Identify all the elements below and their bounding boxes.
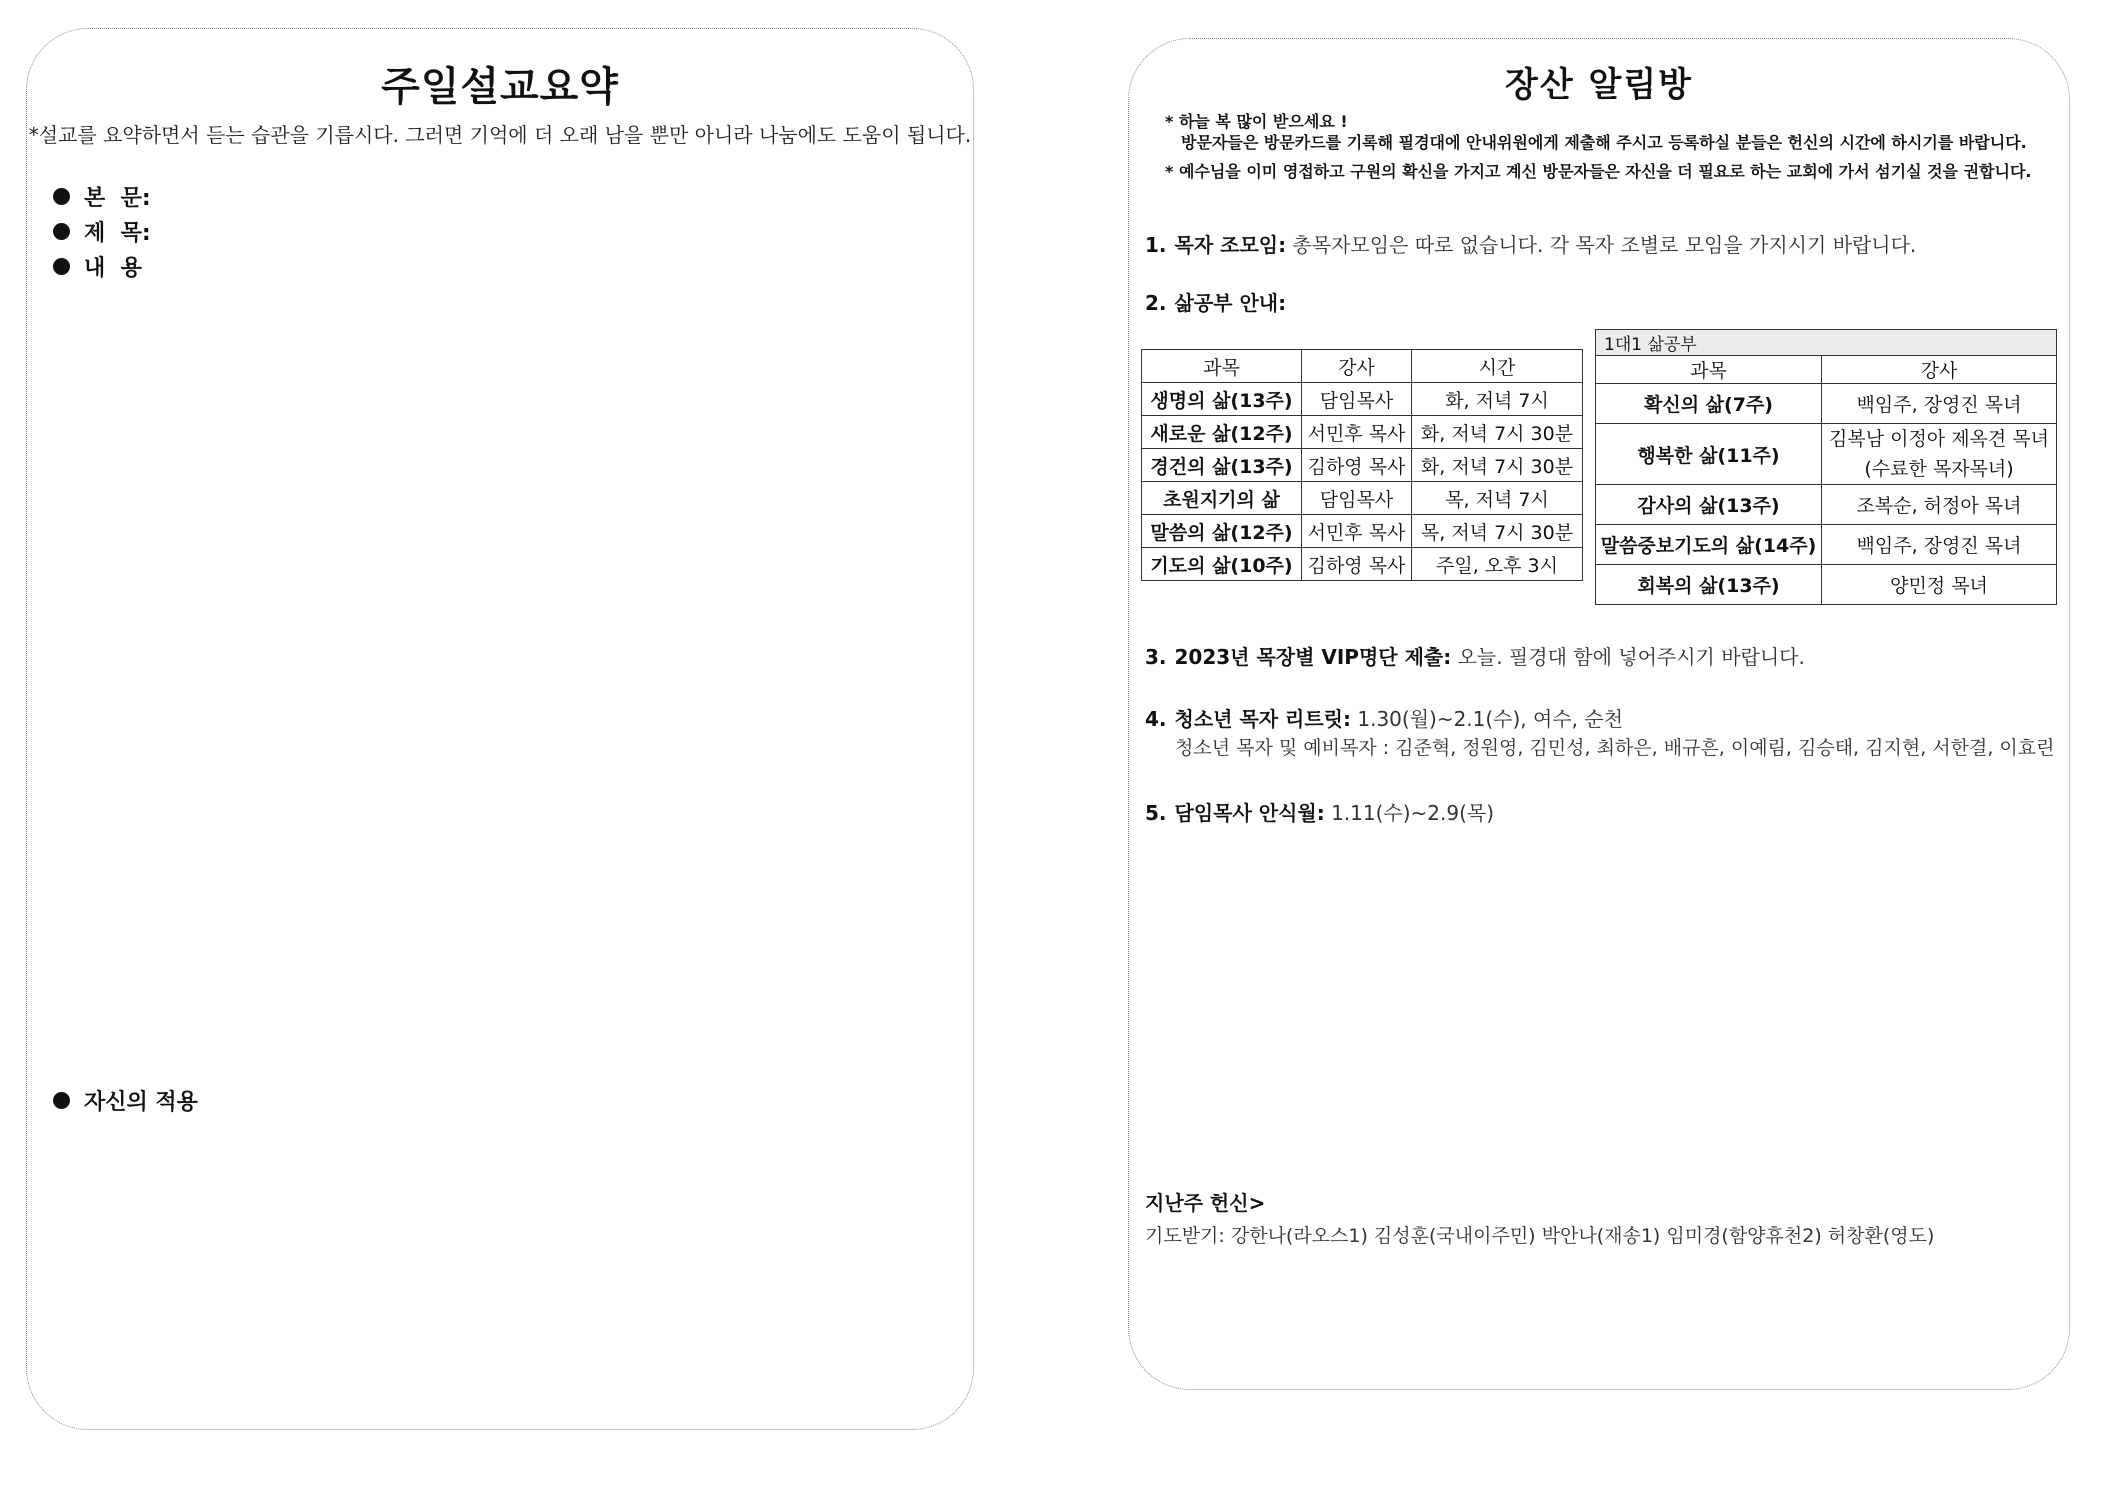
table-header: 과목	[1596, 356, 1822, 384]
bullet-scripture	[53, 181, 151, 212]
notice-visitors: 방문자들은 방문카드를 기록해 필경대에 안내위원에게 제출해 주시고 등록하실 분들은 헌신의 시간에 하시기를 바랍니다.	[1181, 133, 2027, 152]
table-cell: 목, 저녁 7시 30분	[1412, 515, 1583, 548]
table-header-row	[1596, 356, 2057, 384]
table-cell: 행복한 삶(11주)	[1596, 424, 1822, 485]
last-week-offering-text: 기도받기: 강한나(라오스1) 김성훈(국내이주민) 박안나(재송1) 임미경(함양휴천2) 허창환(영도)	[1145, 1225, 1935, 1247]
table-cell: 생명의 삶(13주)	[1142, 383, 1302, 416]
table-cell: 회복의 삶(13주)	[1596, 565, 1822, 605]
bullet-title	[53, 216, 151, 247]
table-cell: 새로운 삶(12주)	[1142, 416, 1302, 449]
table-header: 강사	[1302, 350, 1412, 383]
sermon-summary-title: 주일설교요약	[381, 64, 619, 110]
table-cell: 담임목사	[1302, 383, 1412, 416]
table-cell: 말씀의 삶(12주)	[1142, 515, 1302, 548]
table-row	[1142, 416, 1583, 449]
bullet-title-label: 제 목:	[84, 221, 151, 246]
table-row	[1596, 424, 2057, 485]
table-caption-row	[1596, 330, 2057, 356]
announcement-item: 4. 청소년 목자 리트릿: 1.30(월)~2.1(수), 여수, 순천	[1145, 707, 1624, 731]
notice-greeting: * 하늘 복 많이 받으세요 !	[1165, 112, 1348, 131]
table-header-row	[1142, 350, 1583, 383]
bullet-content-label: 내 용	[84, 256, 142, 281]
one-on-one-study-table	[1595, 329, 2057, 605]
table-header: 강사	[1822, 356, 2057, 384]
table-row	[1142, 548, 1583, 581]
table-cell: 주일, 오후 3시	[1412, 548, 1583, 581]
table-cell: 양민정 목녀	[1822, 565, 2057, 605]
sermon-summary-panel	[26, 28, 974, 1430]
table-cell: 화, 저녁 7시 30분	[1412, 449, 1583, 482]
table-caption: 1대1 삶공부	[1596, 330, 2057, 356]
notice-believers: * 예수님을 이미 영접하고 구원의 확신을 가지고 계신 방문자들은 자신을 더 필요로 하는 교회에 가서 섬기실 것을 권합니다.	[1165, 162, 2032, 181]
announcement-label: 2023년 목장별 VIP명단 제출:	[1174, 645, 1452, 669]
table-cell: 화, 저녁 7시	[1412, 383, 1583, 416]
announcement-item: 2. 삶공부 안내:	[1145, 291, 1287, 315]
announcement-label: 목자 조모임:	[1174, 233, 1287, 257]
announcement-item: 5. 담임목사 안식월: 1.11(수)~2.9(목)	[1145, 801, 1495, 825]
table-cell: 백임주, 장영진 목녀	[1822, 384, 2057, 424]
table-row	[1596, 525, 2057, 565]
table-cell: 감사의 삶(13주)	[1596, 485, 1822, 525]
table-header: 시간	[1412, 350, 1583, 383]
table-cell: 확신의 삶(7주)	[1596, 384, 1822, 424]
announcements-title: 장산 알림방	[1504, 65, 1694, 105]
table-header: 과목	[1142, 350, 1302, 383]
table-row	[1142, 482, 1583, 515]
announcement-value: 1.11(수)~2.9(목)	[1324, 801, 1495, 825]
bullet-dot-icon	[53, 188, 70, 205]
table-cell: 김하영 목사	[1302, 449, 1412, 482]
bullet-dot-icon	[53, 258, 70, 275]
bullet-dot-icon	[53, 223, 70, 240]
table-cell: 경건의 삶(13주)	[1142, 449, 1302, 482]
table-cell: 화, 저녁 7시 30분	[1412, 416, 1583, 449]
table-row	[1596, 565, 2057, 605]
bullet-application	[53, 1085, 198, 1116]
table-cell: 조복순, 허정아 목녀	[1822, 485, 2057, 525]
table-row	[1142, 449, 1583, 482]
sermon-summary-note: *설교를 요약하면서 듣는 습관을 기릅시다. 그러면 기억에 더 오래 남을 뿐만 아니라 나눔에도 도움이 됩니다.	[28, 123, 972, 147]
table-cell: 말씀중보기도의 삶(14주)	[1596, 525, 1822, 565]
announcement-value: 오늘. 필경대 함에 넣어주시기 바랍니다.	[1451, 645, 1805, 669]
study-schedule-table	[1141, 349, 1583, 581]
announcement-item: 1. 목자 조모임: 총목자모임은 따로 없습니다. 각 목자 조별로 모임을 가지시기 바랍니다.	[1145, 233, 1917, 257]
announcement-value: 1.30(월)~2.1(수), 여수, 순천	[1351, 707, 1624, 731]
announcement-subtext: 청소년 목자 및 예비목자 : 김준혁, 정원영, 김민성, 최하은, 배규흔, 이예림, 김승태, 김지현, 서한결, 이효린	[1175, 737, 2055, 759]
table-cell: 김복남 이정아 제옥견 목녀 (수료한 목자목녀)	[1822, 424, 2057, 485]
table-cell: 서민후 목사	[1302, 416, 1412, 449]
bullet-application-label: 자신의 적용	[84, 1090, 198, 1115]
announcement-item: 3. 2023년 목장별 VIP명단 제출: 오늘. 필경대 함에 넣어주시기 바랍니다.	[1145, 645, 1805, 669]
table-cell: 기도의 삶(10주)	[1142, 548, 1302, 581]
announcement-label: 담임목사 안식월:	[1174, 801, 1325, 825]
bullet-scripture-label: 본 문:	[84, 186, 151, 211]
announcements-panel	[1128, 38, 2070, 1390]
bullet-dot-icon	[53, 1092, 70, 1109]
announcement-value: 총목자모임은 따로 없습니다. 각 목자 조별로 모임을 가지시기 바랍니다.	[1286, 233, 1917, 257]
table-row	[1142, 515, 1583, 548]
table-row	[1142, 383, 1583, 416]
table-cell: 목, 저녁 7시	[1412, 482, 1583, 515]
table-cell: 백임주, 장영진 목녀	[1822, 525, 2057, 565]
table-cell: 담임목사	[1302, 482, 1412, 515]
table-cell: 초원지기의 삶	[1142, 482, 1302, 515]
table-cell: 서민후 목사	[1302, 515, 1412, 548]
announcement-label: 청소년 목자 리트릿:	[1174, 707, 1351, 731]
table-cell: 김하영 목사	[1302, 548, 1412, 581]
bullet-content	[53, 251, 142, 282]
table-row	[1596, 384, 2057, 424]
announcement-label: 삶공부 안내:	[1174, 291, 1287, 315]
table-row	[1596, 485, 2057, 525]
last-week-offering-title: 지난주 헌신>	[1145, 1191, 1266, 1215]
